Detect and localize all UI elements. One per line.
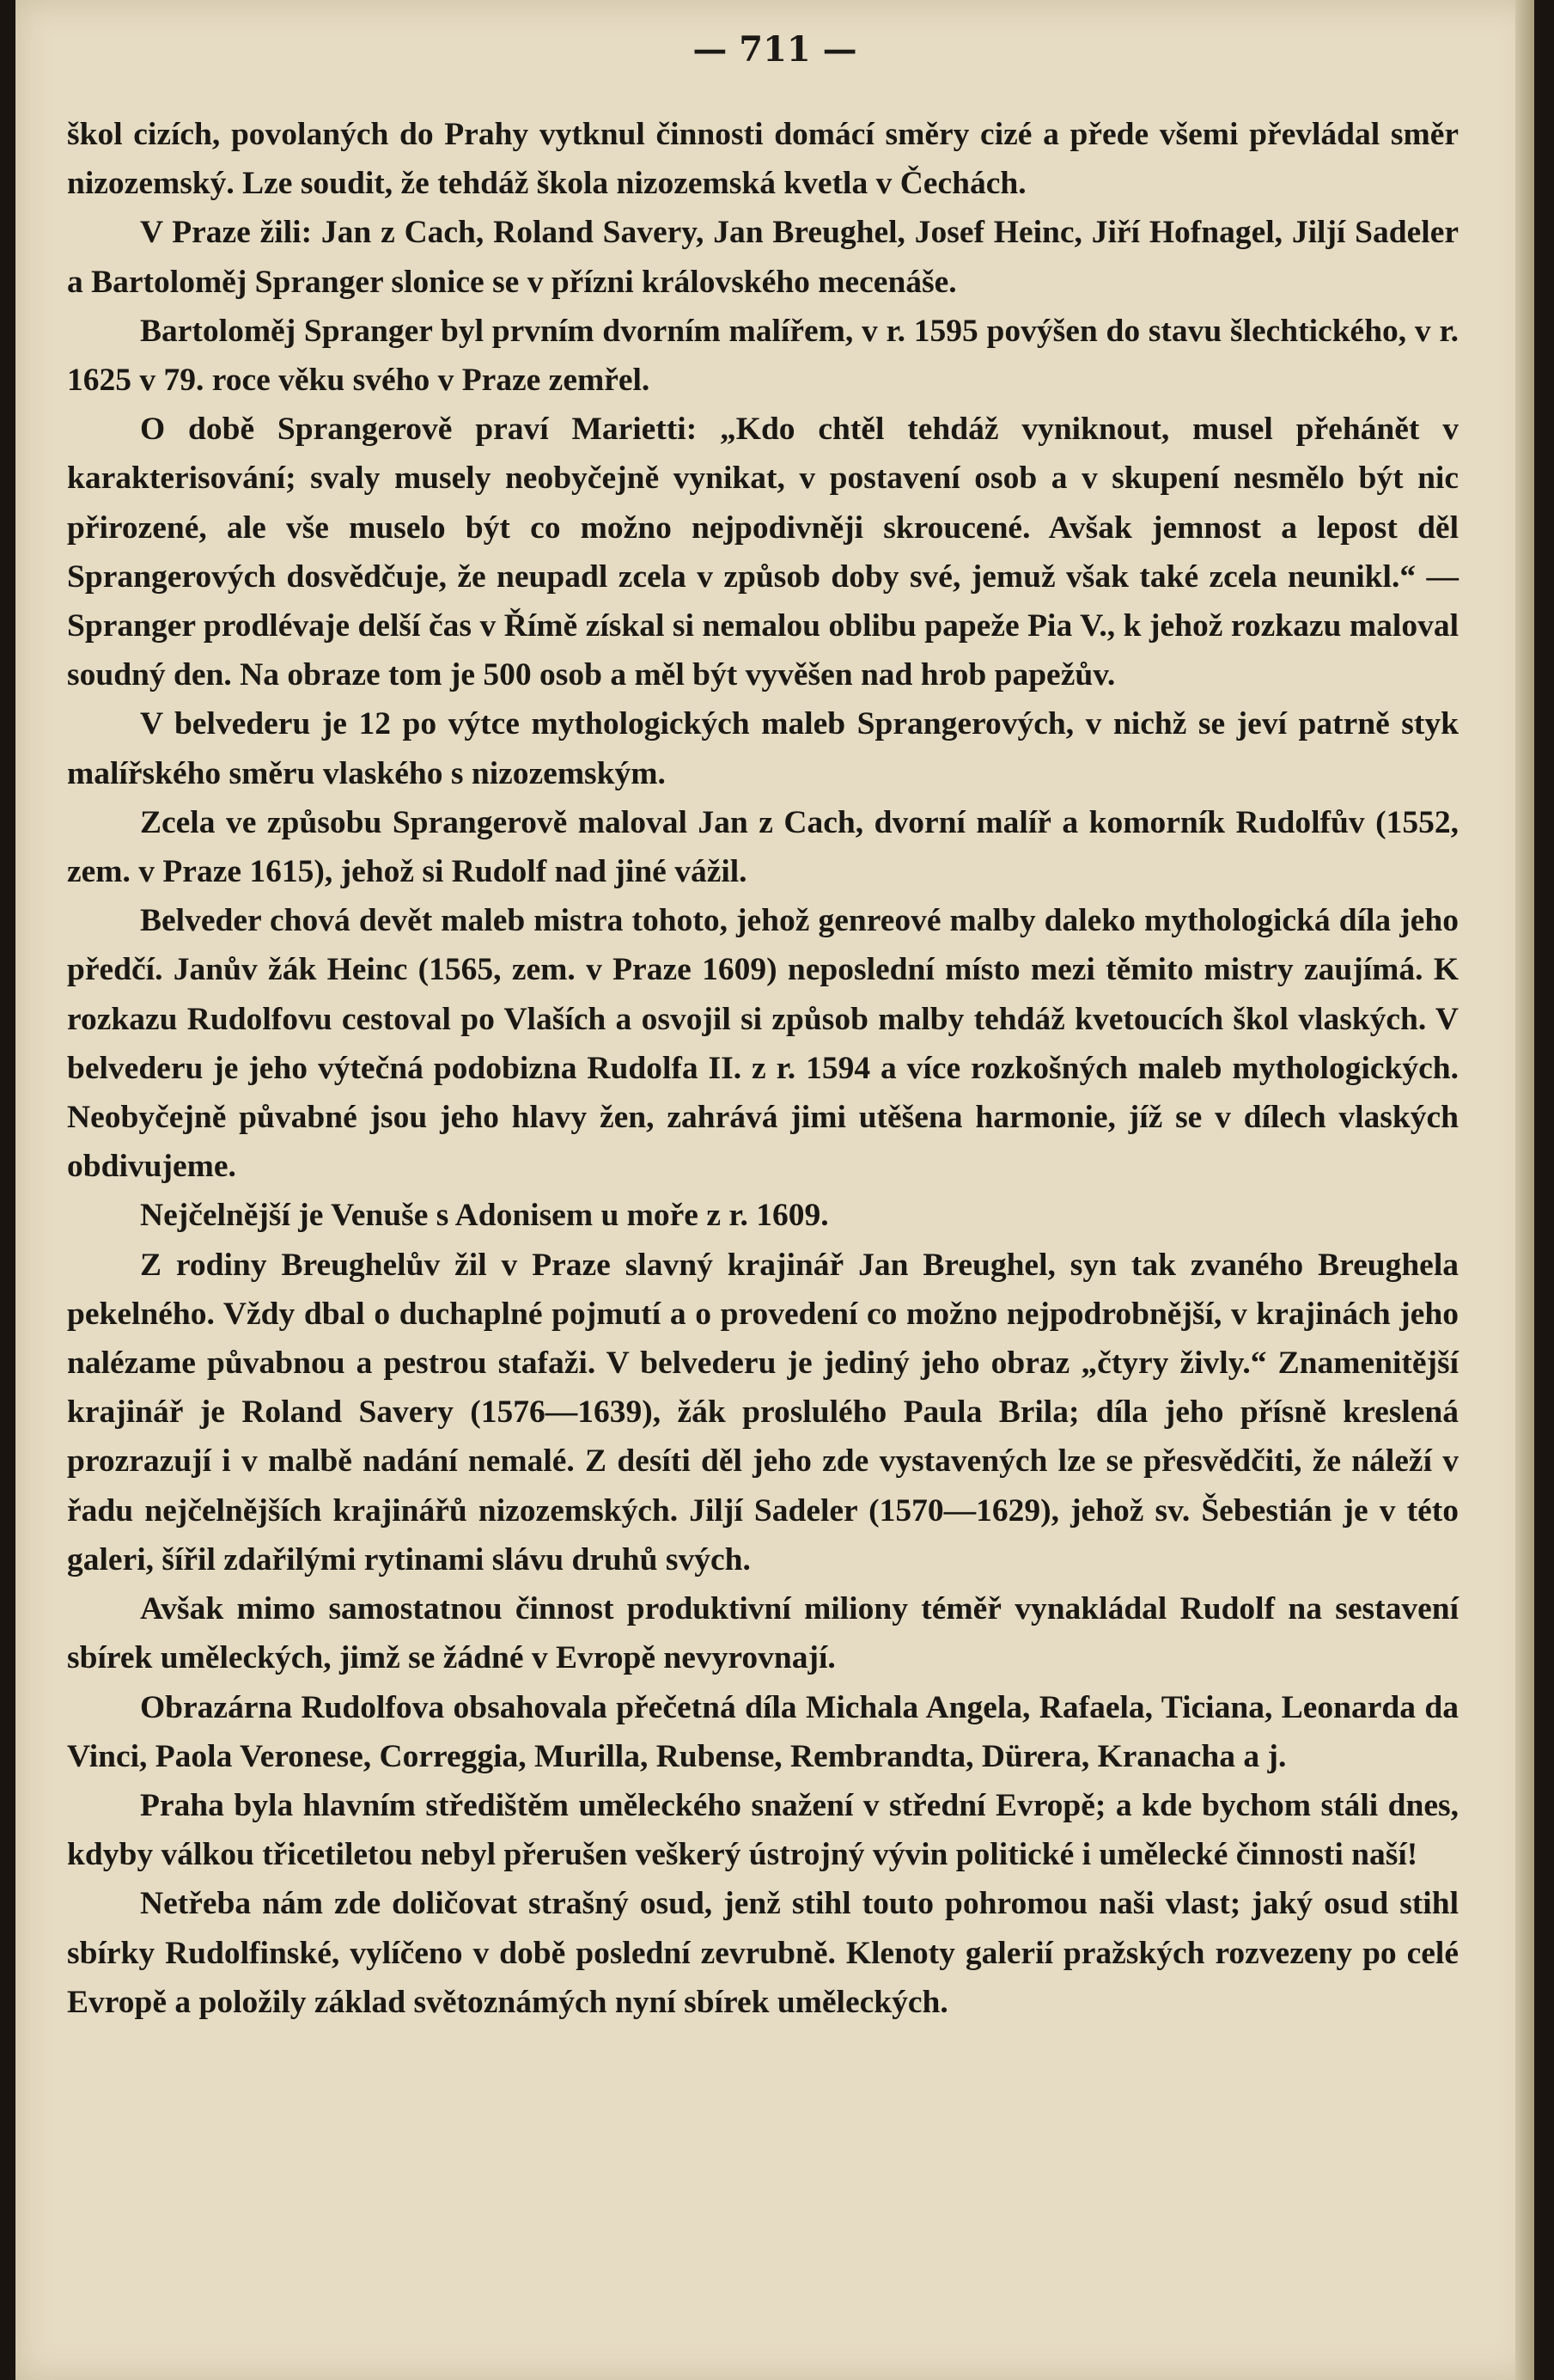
paragraph: Obrazárna Rudolfova obsahovala přečetná díla Michala Angela, Rafaela, Ticiana, Leonarda da Vinci, Paola Veronese, Correggia, Murilla, Rubense, Rembrandta, Dürera, Kranacha a j. <box>67 1689 1459 1774</box>
paragraph: Praha byla hlavním středištěm uměleckého snažení v střední Evropě; a kde bychom stáli dnes, kdyby válkou třicetiletou nebyl přerušen veškerý ústrojný vývin politické i umělecké činnosti naší! <box>67 1787 1459 1873</box>
paragraph: Avšak mimo samostatnou činnost produktivní miliony téměř vynakládal Rudolf na sestavení sbírek uměleckých, jimž se žádné v Evropě nevyrovnají. <box>67 1591 1459 1676</box>
page-number: — 711 — <box>692 29 857 70</box>
book-page <box>15 0 1534 2380</box>
paragraph: Zcela ve způsobu Sprangerově maloval Jan z Cach, dvorní malíř a komorník Rudolfův (1552, zem. v Praze 1615), jehož si Rudolf nad jiné vážil. <box>67 804 1459 890</box>
paragraph: Z rodiny Breughelův žil v Praze slavný krajinář Jan Breughel, syn tak zvaného Breughela pekelného. Vždy dbal o duchaplné pojmutí a o provedení co možno nejpodrobnější, v krajinách jeho nalézame půvabnou a pestrou stafaži. V belvederu je jediný jeho obraz „čtyry živly.“ Znamenitější krajinář je Roland Savery (1576—1639), žák proslulého Paula Brila; díla jeho přísně kreslená prozrazují i v malbě nadání nemalé. Z desíti děl jeho zde vystavených lze se přesvědčiti, že náleží v řadu nejčelnějších krajinářů nizozemských. Jiljí Sadeler (1570—1629), jehož sv. Šebestián je v této galeri, šířil zdařilými rytinami slávu druhů svých. <box>67 1247 1459 1578</box>
paragraph: Bartoloměj Spranger byl prvním dvorním malířem, v r. 1595 povýšen do stavu šlechtického, v r. 1625 v 79. roce věku svého v Praze zemřel. <box>67 313 1459 399</box>
body-text <box>67 110 1459 2027</box>
paragraph: Belveder chová devět maleb mistra tohoto, jehož genreové malby daleko mythologická díla jeho předčí. Janův žák Heinc (1565, zem. v Praze 1609) neposlední místo mezi těmito mistry zaujímá. K rozkazu Rudolfovu cestoval po Vlaších a osvojil si způsob malby tehdáž kvetoucích škol vlaských. V belvederu je jeho výtečná podobizna Rudolfa II. z r. 1594 a více rozkošných maleb mythologických. Neobyčejně půvabné jsou jeho hlavy žen, zahrává jimi utěšena harmonie, jíž se v dílech vlaských obdivujeme. <box>67 903 1459 1185</box>
paragraph: Netřeba nám zde doličovat strašný osud, jenž stihl touto pohromou naši vlast; jaký osud stihl sbírky Rudolfinské, vylíčeno v době poslední zevrubně. Klenoty galerií pražských rozvezeny po celé Evropě a položily základ světoznámých nyní sbírek uměleckých. <box>67 1886 1459 2020</box>
paragraph: Nejčelnější je Venuše s Adonisem u moře z r. 1609. <box>140 1198 829 1234</box>
page-edge <box>1515 0 1534 2380</box>
paragraph: V Praze žili: Jan z Cach, Roland Savery, Jan Breughel, Josef Heinc, Jiří Hofnagel, Jiljí Sadeler a Bartoloměj Spranger slonice se v přízni královského mecenáše. <box>67 215 1459 300</box>
paragraph: V belvederu je 12 po výtce mythologických maleb Sprangerových, v nichž se jeví patrně styk malířského směru vlaského s nizozemským. <box>67 706 1459 791</box>
paragraph: O době Sprangerově praví Marietti: „Kdo chtěl tehdáž vyniknout, musel přehánět v karakterisování; svaly musely neobyčejně vynikat, v postavení osob a v skupení nesmělo být nic přirozené, ale vše muselo být co možno nejpodivněji skroucené. Avšak jemnost a lepost děl Sprangerových dosvědčuje, že neupadl zcela v způsob doby své, jemuž však také zcela neunikl.“ — Spranger prodlévaje delší čas v Římě získal si nemalou oblibu papeže Pia V., k jehož rozkazu maloval soudný den. Na obraze tom je 500 osob a měl být vyvěšen nad hrob papežův. <box>67 412 1459 693</box>
paragraph: škol cizích, povolaných do Prahy vytknul činnosti domácí směry cizé a přede všemi převládal směr nizozemský. Lze soudit, že tehdáž škola nizozemská kvetla v Čechách. <box>67 117 1459 202</box>
